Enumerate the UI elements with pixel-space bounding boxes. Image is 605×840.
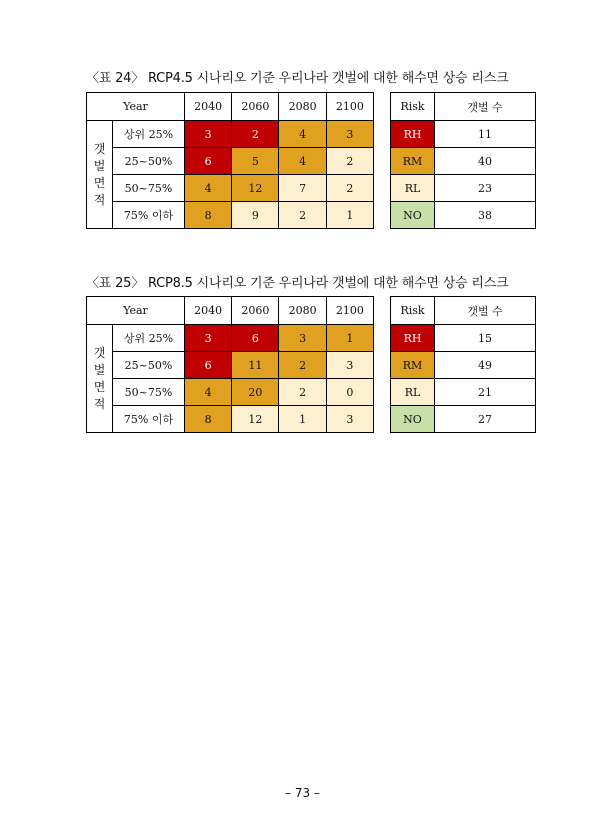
value-cell: 2: [326, 175, 373, 202]
year-cell: 2040: [185, 93, 232, 121]
value-cell: 2: [279, 352, 326, 379]
row-label: 75% 이하: [113, 202, 185, 229]
row-label: 상위 25%: [113, 121, 185, 148]
year-cell: 2040: [185, 297, 232, 325]
value-cell: 6: [185, 352, 232, 379]
year-cell: 2100: [326, 93, 373, 121]
count-cell: 15: [435, 325, 536, 352]
risk-code-cell: RM: [391, 148, 435, 175]
risk-code-cell: RL: [391, 175, 435, 202]
value-cell: 4: [185, 175, 232, 202]
year-cell: 2060: [232, 297, 279, 325]
value-cell: 12: [232, 406, 279, 433]
vertical-label: [87, 121, 113, 229]
risk-count-table: [390, 92, 536, 229]
vertical-label-char: 갯: [93, 141, 106, 156]
value-cell: 20: [232, 379, 279, 406]
value-cell: 4: [279, 121, 326, 148]
row-label: 50~75%: [113, 175, 185, 202]
value-cell: 9: [232, 202, 279, 229]
value-cell: 11: [232, 352, 279, 379]
value-cell: 6: [232, 325, 279, 352]
row-label: 50~75%: [113, 379, 185, 406]
count-cell: 49: [435, 352, 536, 379]
value-cell: 12: [232, 175, 279, 202]
page-number: – 73 –: [285, 786, 320, 800]
value-cell: 2: [232, 121, 279, 148]
count-cell: 38: [435, 202, 536, 229]
value-cell: 4: [185, 379, 232, 406]
risk-count-table: [390, 296, 536, 433]
risk-matrix-table: [86, 296, 374, 433]
risk-header: Risk: [391, 297, 435, 325]
vertical-label-char: 적: [93, 396, 106, 411]
value-cell: 0: [326, 379, 373, 406]
value-cell: 5: [232, 148, 279, 175]
risk-code-cell: RL: [391, 379, 435, 406]
risk-matrix-table: [86, 92, 374, 229]
risk-code-cell: RH: [391, 121, 435, 148]
vertical-label: [87, 325, 113, 433]
row-label: 25~50%: [113, 352, 185, 379]
year-cell: 2080: [279, 93, 326, 121]
value-cell: 8: [185, 202, 232, 229]
count-cell: 27: [435, 406, 536, 433]
year-cell: 2060: [232, 93, 279, 121]
value-cell: 3: [326, 406, 373, 433]
value-cell: 1: [326, 325, 373, 352]
vertical-label-char: 적: [93, 192, 106, 207]
risk-code-cell: RM: [391, 352, 435, 379]
value-cell: 6: [185, 148, 232, 175]
vertical-label-char: 면: [93, 379, 106, 394]
count-cell: 23: [435, 175, 536, 202]
year-cell: 2080: [279, 297, 326, 325]
vertical-label-char: 벌: [93, 362, 106, 377]
value-cell: 2: [279, 202, 326, 229]
risk-code-cell: NO: [391, 202, 435, 229]
value-cell: 3: [326, 352, 373, 379]
risk-header: Risk: [391, 93, 435, 121]
row-label: 25~50%: [113, 148, 185, 175]
row-label: 상위 25%: [113, 325, 185, 352]
value-cell: 3: [279, 325, 326, 352]
count-cell: 21: [435, 379, 536, 406]
count-cell: 40: [435, 148, 536, 175]
year-header: Year: [87, 297, 185, 325]
table-caption: 〈표 25〉 RCP8.5 시나리오 기준 우리나라 갯벌에 대한 해수면 상승 리스크: [86, 276, 509, 291]
vertical-label-char: 벌: [93, 158, 106, 173]
value-cell: 2: [279, 379, 326, 406]
value-cell: 8: [185, 406, 232, 433]
table-caption: 〈표 24〉 RCP4.5 시나리오 기준 우리나라 갯벌에 대한 해수면 상승 리스크: [86, 71, 509, 86]
count-header: 갯벌 수: [435, 297, 536, 325]
value-cell: 7: [279, 175, 326, 202]
row-label: 75% 이하: [113, 406, 185, 433]
value-cell: 4: [279, 148, 326, 175]
year-cell: 2100: [326, 297, 373, 325]
count-cell: 11: [435, 121, 536, 148]
value-cell: 1: [326, 202, 373, 229]
value-cell: 2: [326, 148, 373, 175]
value-cell: 1: [279, 406, 326, 433]
risk-code-cell: NO: [391, 406, 435, 433]
value-cell: 3: [185, 121, 232, 148]
value-cell: 3: [185, 325, 232, 352]
count-header: 갯벌 수: [435, 93, 536, 121]
year-header: Year: [87, 93, 185, 121]
value-cell: 3: [326, 121, 373, 148]
vertical-label-char: 면: [93, 175, 106, 190]
risk-code-cell: RH: [391, 325, 435, 352]
vertical-label-char: 갯: [93, 345, 106, 360]
